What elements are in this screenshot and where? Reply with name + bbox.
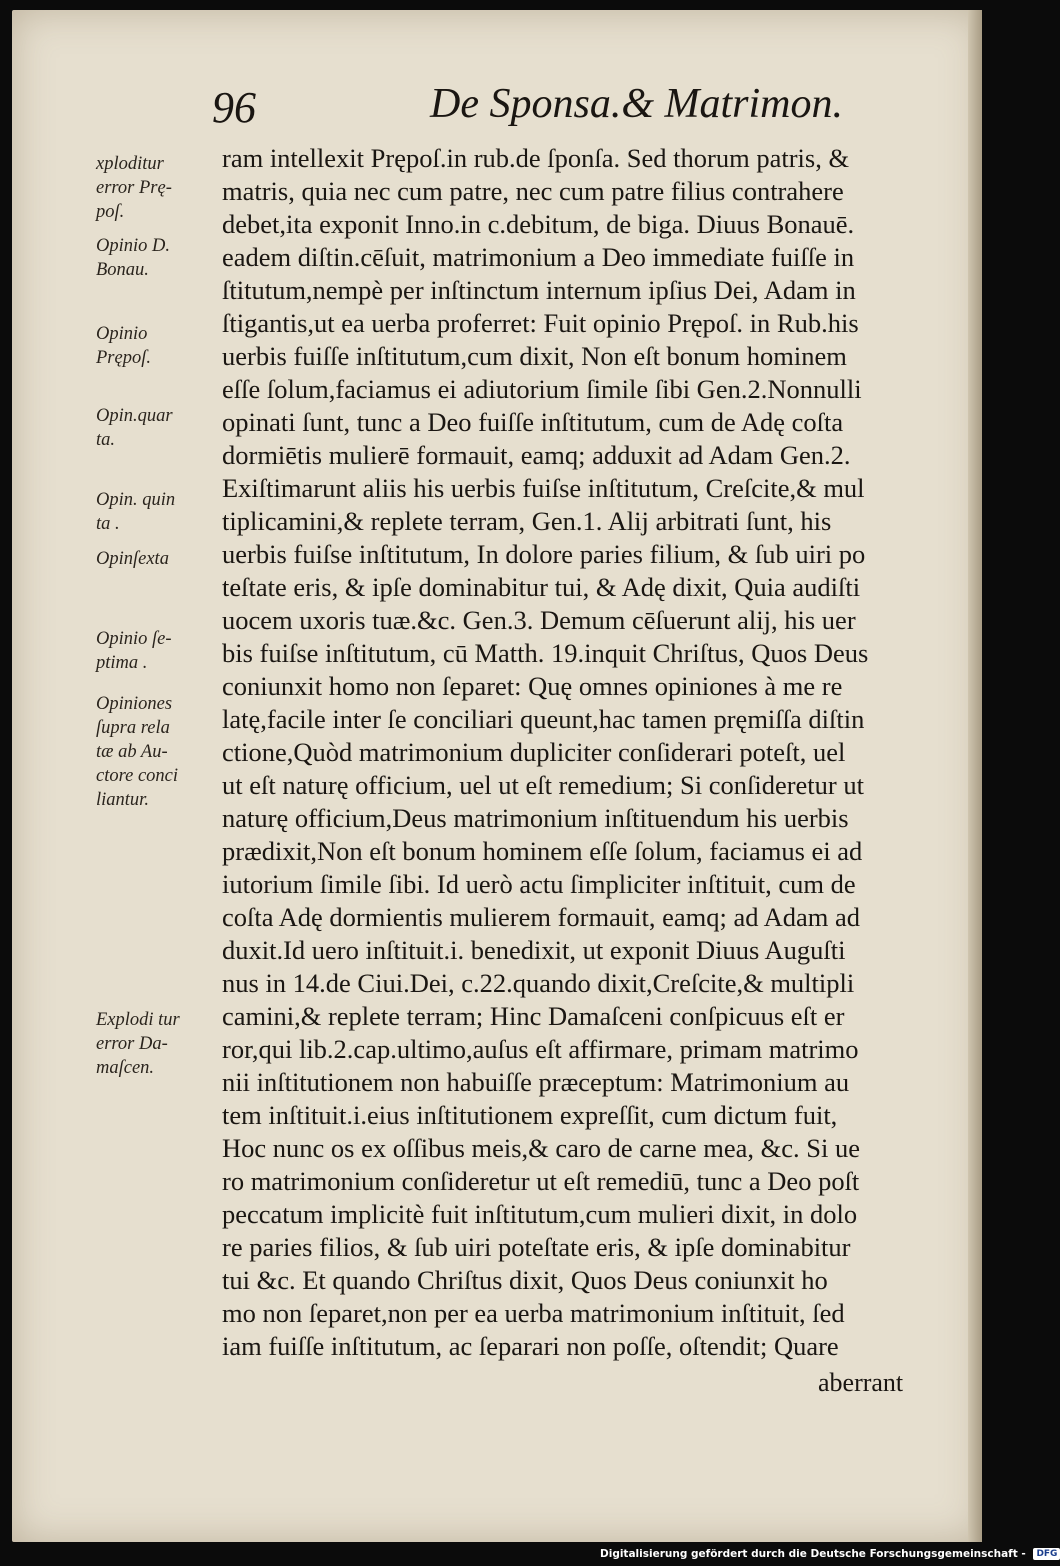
text-line: matris, quia nec cum patre, nec cum patre filius contrahere [222,176,844,206]
text-line: naturę officium,Deus matrimonium inſtituendum his uerbis [222,803,849,833]
text-line: bis fuiſse inſtitutum, cū Matth. 19.inquit Chriſtus, Quos Deus [222,638,869,668]
text-line: eſſe ſolum,faciamus ei adiutorium ſimile ſibi Gen.2.Nonnulli [222,374,862,404]
text-line: camini,& replete terram; Hinc Damaſceni conſpicuus eſt er [222,1001,845,1031]
running-title: De Sponsa.& Matrimon. [430,81,843,127]
text-line: uerbis fuiſse inſtitutum, In dolore paries filium, & ſub uiri po [222,539,866,569]
text-line: ſtitutum,nempè per inſtinctum internum ipſius Dei, Adam in [222,275,856,305]
text-line: re paries filios, & ſub uiri poteſtate eris, & ipſe dominabitur [222,1232,851,1262]
text-line: ut eſt naturę officium, uel ut eſt remedium; Si conſideretur ut [222,770,864,800]
text-line: ro matrimonium conſideretur ut eſt remediū, tunc a Deo poſt [222,1166,860,1196]
margin-note: Opin. quin ta . [96,490,176,534]
margin-note: Opinſexta [96,549,169,569]
text-line: debet,ita exponit Inno.in c.debitum, de biga. Diuus Bonauē. [222,209,855,239]
text-line: ctione,Quòd matrimonium dupliciter conſiderari poteſt, uel [222,737,846,767]
text-line: mo non ſeparet,non per ea uerba matrimonium inſtituit, ſed [222,1298,845,1328]
dfg-logo: DFG [1033,1548,1060,1560]
text-line: ram intellexit Prępoſ.in rub.de ſponſa. Sed thorum patris, & [222,143,850,173]
text-line: Exiſtimarunt aliis his uerbis fuiſse inſtitutum, Creſcite,& mul [222,473,865,503]
margin-note: Opin.quar ta. [96,406,173,450]
text-line: ſtigantis,ut ea uerba proferret: Fuit opinio Prępoſ. in Rub.his [222,308,859,338]
catchword: aberrant [818,1368,904,1397]
text-line: dormiētis mulierē formauit, eamq; adduxit ad Adam Gen.2. [222,440,851,470]
text-line: tem inſtituit.i.eius inſtitutionem expreſſit, cum dictum fuit, [222,1100,838,1130]
text-line: duxit.Id uero inſtituit.i. benedixit, ut exponit Diuus Auguſti [222,935,846,965]
margin-note: Explodi tur error Da- maſcen. [96,1010,180,1078]
text-line: nus in 14.de Ciui.Dei, c.22.quando dixit,Creſcite,& multipli [222,968,855,998]
text-line: ror,qui lib.2.cap.ultimo,auſus eſt affirmare, primam matrimo [222,1034,859,1064]
text-line: iam fuiſſe inſtitutum, ac ſeparari non poſſe, oſtendit; Quare [222,1331,839,1361]
page-number: 96 [212,83,256,132]
text-line: uocem uxoris tuæ.&c. Gen.3. Demum cēſuerunt alij, his uer [222,605,856,635]
text-line: tui &c. Et quando Chriſtus dixit, Quos Deus coniunxit ho [222,1265,828,1295]
margin-note: xploditur error Prę- poſ. [96,154,172,222]
text-line: peccatum implicitè fuit inſtitutum,cum mulieri dixit, in dolo [222,1199,858,1229]
credit-text: Digitalisierung gefördert durch die Deutsche Forschungsgemeinschaft - [600,1548,1026,1560]
page-edge [968,10,982,1542]
text-line: prædixit,Non eſt bonum hominem eſſe ſolum, faciamus ei ad [222,836,863,866]
text-line: Hoc nunc os ex oſſibus meis,& caro de carne mea, &c. Si ue [222,1133,861,1163]
digitization-credit [600,1548,1058,1564]
text-line: latę,facile inter ſe conciliari queunt,hac tamen pręmiſſa diſtin [222,704,865,734]
margin-note: Opiniones ſupra rela tæ ab Au- ctore conci liantur. [96,694,179,810]
margin-note: Opinio ſe- ptima . [96,629,172,673]
margin-note: Opinio Prępoſ. [96,324,151,368]
text-line: teſtate eris, & ipſe dominabitur tui, & Adę dixit, Quia audiſti [222,572,861,602]
text-line: coniunxit homo non ſeparet: Quę omnes opiniones à me re [222,671,843,701]
text-line: uerbis fuiſſe inſtitutum,cum dixit, Non eſt bonum hominem [222,341,847,371]
page-header [12,80,982,140]
text-line: coſta Adę dormientis mulierem formauit, eamq; ad Adam ad [222,902,861,932]
text-line: opinati ſunt, tunc a Deo fuiſſe inſtitutum, cum de Adę coſta [222,407,844,437]
text-line: nii inſtitutionem non habuiſſe præceptum: Matrimonium au [222,1067,850,1097]
text-line: tiplicamini,& replete terram, Gen.1. Alij arbitrati ſunt, his [222,506,832,536]
text-line: eadem diſtin.cēſuit, matrimonium a Deo immediate fuiſſe in [222,242,855,272]
book-page [12,10,982,1542]
text-line: iutorium ſimile ſibi. Id uerò actu ſimpliciter inſtituit, cum de [222,869,856,899]
margin-note: Opinio D. Bonau. [96,236,170,280]
